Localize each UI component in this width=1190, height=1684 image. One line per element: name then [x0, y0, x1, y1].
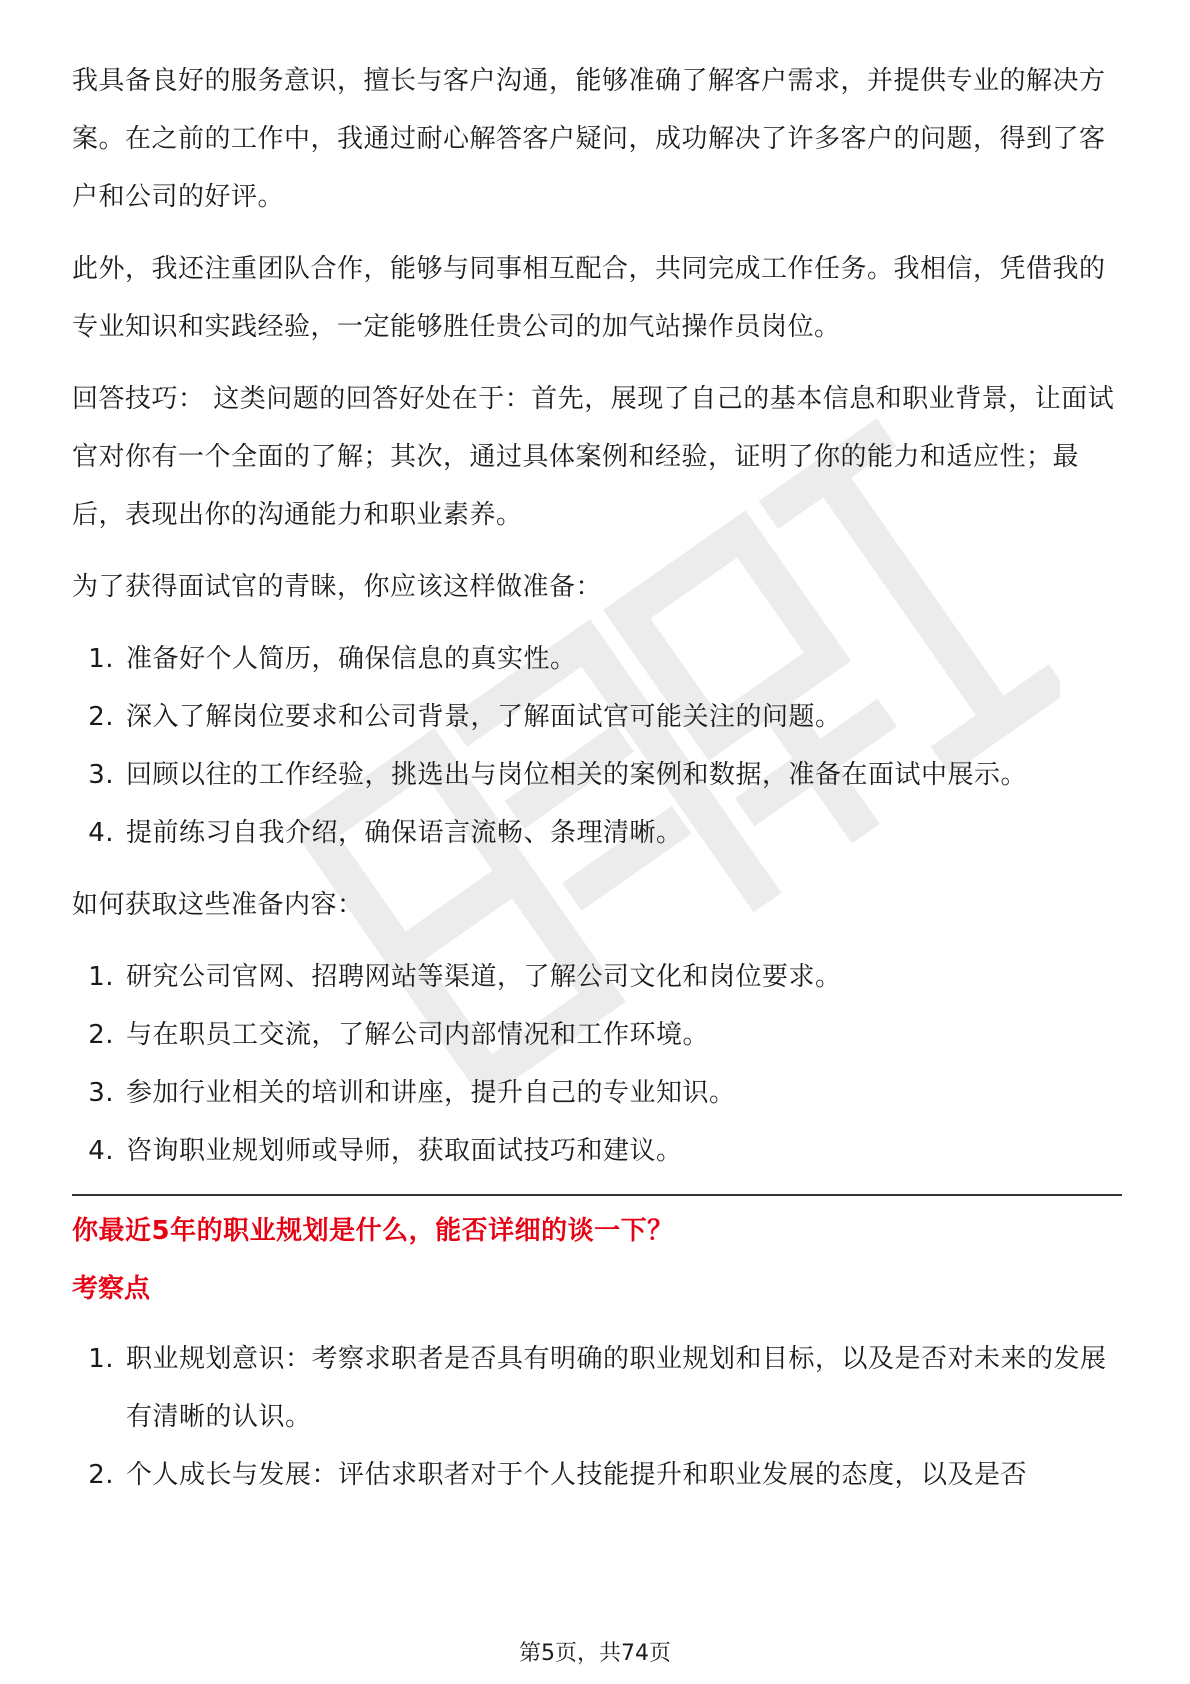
- list-text: 深入了解岗位要求和公司背景，了解面试官可能关注的问题。: [126, 702, 842, 732]
- list-number: 2.: [88, 702, 114, 732]
- list-text: 提前练习自我介绍，确保语言流畅、条理清晰。: [126, 818, 683, 848]
- list-item: [72, 1122, 1122, 1180]
- list-number: 3.: [88, 1078, 114, 1108]
- prep-list: [72, 630, 1122, 862]
- list-item: [72, 1446, 1122, 1504]
- paragraph-source-intro: 如何获取这些准备内容：: [72, 890, 364, 920]
- list-number: 4.: [88, 818, 114, 848]
- list-number: 2.: [88, 1020, 114, 1050]
- list-item: [72, 1330, 1122, 1446]
- page-footer: 第5页，共74页: [519, 1641, 671, 1666]
- list-number: 2.: [88, 1460, 114, 1490]
- list-text: 参加行业相关的培训和讲座，提升自己的专业知识。: [126, 1078, 736, 1108]
- list-item: [72, 630, 1122, 688]
- list-text: 回顾以往的工作经验，挑选出与岗位相关的案例和数据，准备在面试中展示。: [126, 760, 1028, 790]
- paragraph-teamwork: 此外，我还注重团队合作，能够与同事相互配合，共同完成工作任务。我相信，凭借我的专业知识和实践经验，一定能够胜任贵公司的加气站操作员岗位。: [72, 254, 1106, 342]
- section-title: 考察点: [72, 1274, 151, 1304]
- list-number: 1.: [88, 1344, 114, 1374]
- paragraph-answer-tips: 回答技巧： 这类问题的回答好处在于：首先，展现了自己的基本信息和职业背景，让面试官对你有一个全面的了解；其次，通过具体案例和经验，证明了你的能力和适应性；最后，表现出你的沟通能力和职业素养。: [72, 384, 1115, 530]
- list-text: 与在职员工交流，了解公司内部情况和工作环境。: [126, 1020, 710, 1050]
- question-title: 你最近5年的职业规划是什么，能否详细的谈一下？: [72, 1216, 674, 1246]
- points-list: [72, 1330, 1122, 1504]
- list-item: [72, 746, 1122, 804]
- list-item: [72, 688, 1122, 746]
- list-text: 研究公司官网、招聘网站等渠道，了解公司文化和岗位要求。: [126, 962, 842, 992]
- section-divider: [72, 1194, 1122, 1196]
- list-number: 4.: [88, 1136, 114, 1166]
- list-number: 3.: [88, 760, 114, 790]
- list-text: 咨询职业规划师或导师，获取面试技巧和建议。: [126, 1136, 683, 1166]
- list-text: 准备好个人简历，确保信息的真实性。: [126, 644, 577, 674]
- list-item: [72, 804, 1122, 862]
- list-number: 1.: [88, 962, 114, 992]
- list-item: [72, 1006, 1122, 1064]
- source-list: [72, 948, 1122, 1180]
- document-page: [72, 52, 1122, 1518]
- list-item: [72, 1064, 1122, 1122]
- paragraph-service: 我具备良好的服务意识，擅长与客户沟通，能够准确了解客户需求，并提供专业的解决方案。在之前的工作中，我通过耐心解答客户疑问，成功解决了许多客户的问题，得到了客户和公司的好评。: [72, 66, 1106, 212]
- paragraph-prep-intro: 为了获得面试官的青睐，你应该这样做准备：: [72, 572, 603, 602]
- list-text: 个人成长与发展：评估求职者对于个人技能提升和职业发展的态度，以及是否: [126, 1460, 1028, 1490]
- list-text: 职业规划意识：考察求职者是否具有明确的职业规划和目标，以及是否对未来的发展有清晰的认识。: [126, 1344, 1107, 1432]
- list-item: [72, 948, 1122, 1006]
- list-number: 1.: [88, 644, 114, 674]
